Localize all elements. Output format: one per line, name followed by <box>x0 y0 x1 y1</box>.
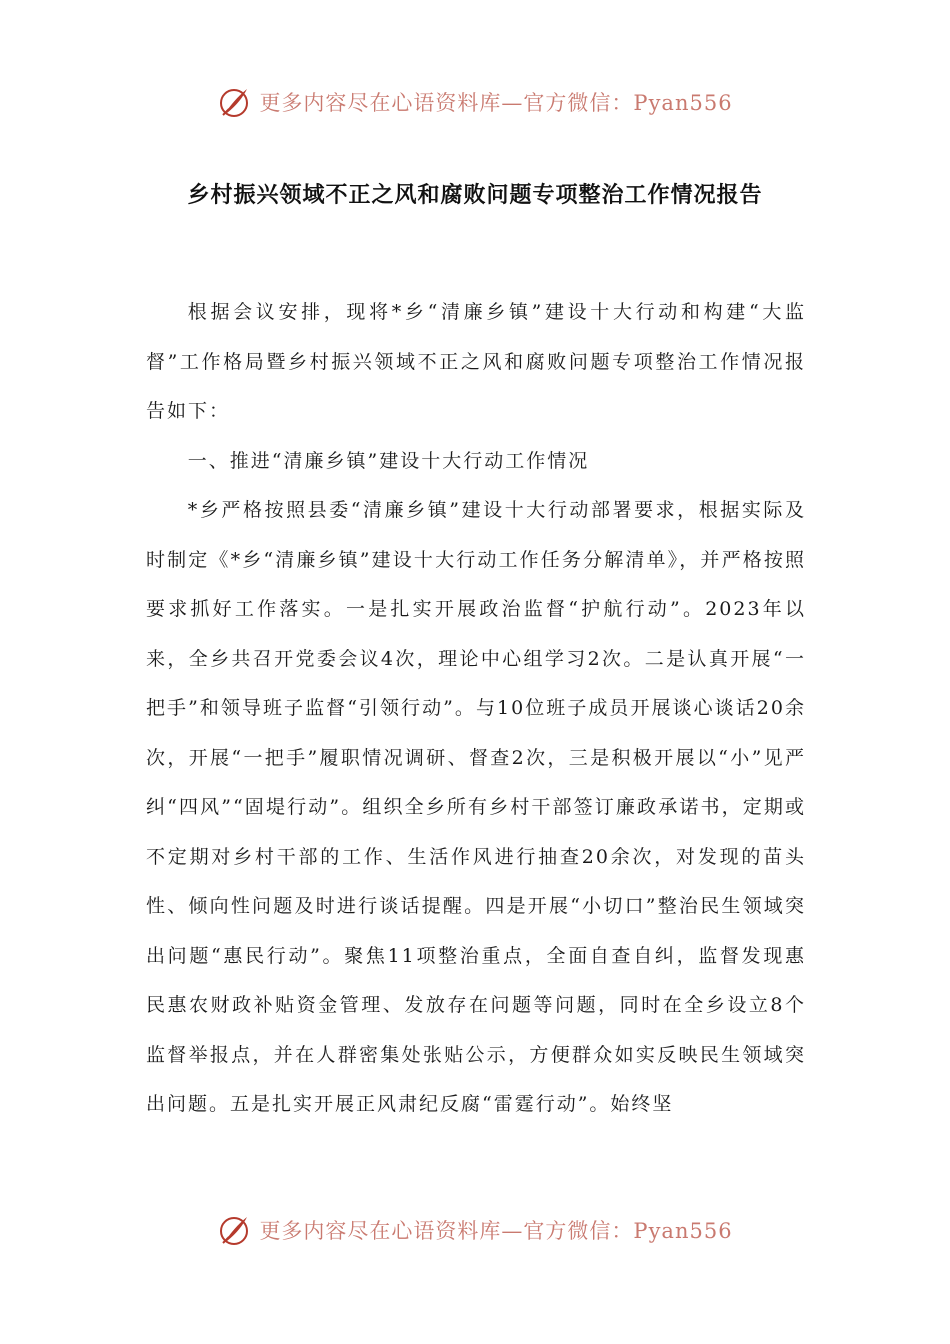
quill-pen-logo-icon <box>217 1213 251 1247</box>
document-body <box>146 288 806 1130</box>
header-watermark <box>0 82 950 122</box>
watermark-text: 更多内容尽在心语资料库—官方微信：Pyan556 <box>259 91 733 115</box>
paragraph: *乡严格按照县委“清廉乡镇”建设十大行动部署要求，根据实际及时制定《*乡“清廉乡镇”建设十大行动工作任务分解清单》，并严格按照要求抓好工作落实。一是扎实开展政治监督“护航行动”。2023年以来，全乡共召开党委会议4次，理论中心组学习2次。二是认真开展“一把手”和领导班子监督“引领行动”。与10位班子成员开展谈心谈话20余次，开展“一把手”履职情况调研、督查2次，三是积极开展以“小”见严纠“四风”“固堤行动”。组织全乡所有乡村干部签订廉政承诺书，定期或不定期对乡村干部的工作、生活作风进行抽查20余次，对发现的苗头性、倾向性问题及时进行谈话提醒。四是开展“小切口”整治民生领域突出问题“惠民行动”。聚焦11项整治重点，全面自查自纠，监督发现惠民惠农财政补贴资金管理、发放存在问题等问题，同时在全乡设立8个监督举报点，并在人群密集处张贴公示，方便群众如实反映民生领域突出问题。五是扎实开展正风肃纪反腐“雷霆行动”。始终坚 <box>146 499 806 1115</box>
footer-watermark <box>0 1210 950 1250</box>
section-heading: 一、推进“清廉乡镇”建设十大行动工作情况 <box>187 449 590 472</box>
document-title: 乡村振兴领域不正之风和腐败问题专项整治工作情况报告 <box>187 182 763 208</box>
watermark-text: 更多内容尽在心语资料库—官方微信：Pyan556 <box>259 1219 733 1243</box>
quill-pen-logo-icon <box>217 85 251 119</box>
paragraph: 根据会议安排，现将*乡“清廉乡镇”建设十大行动和构建“大监督”工作格局暨乡村振兴领域不正之风和腐败问题专项整治工作情况报告如下： <box>146 301 806 422</box>
